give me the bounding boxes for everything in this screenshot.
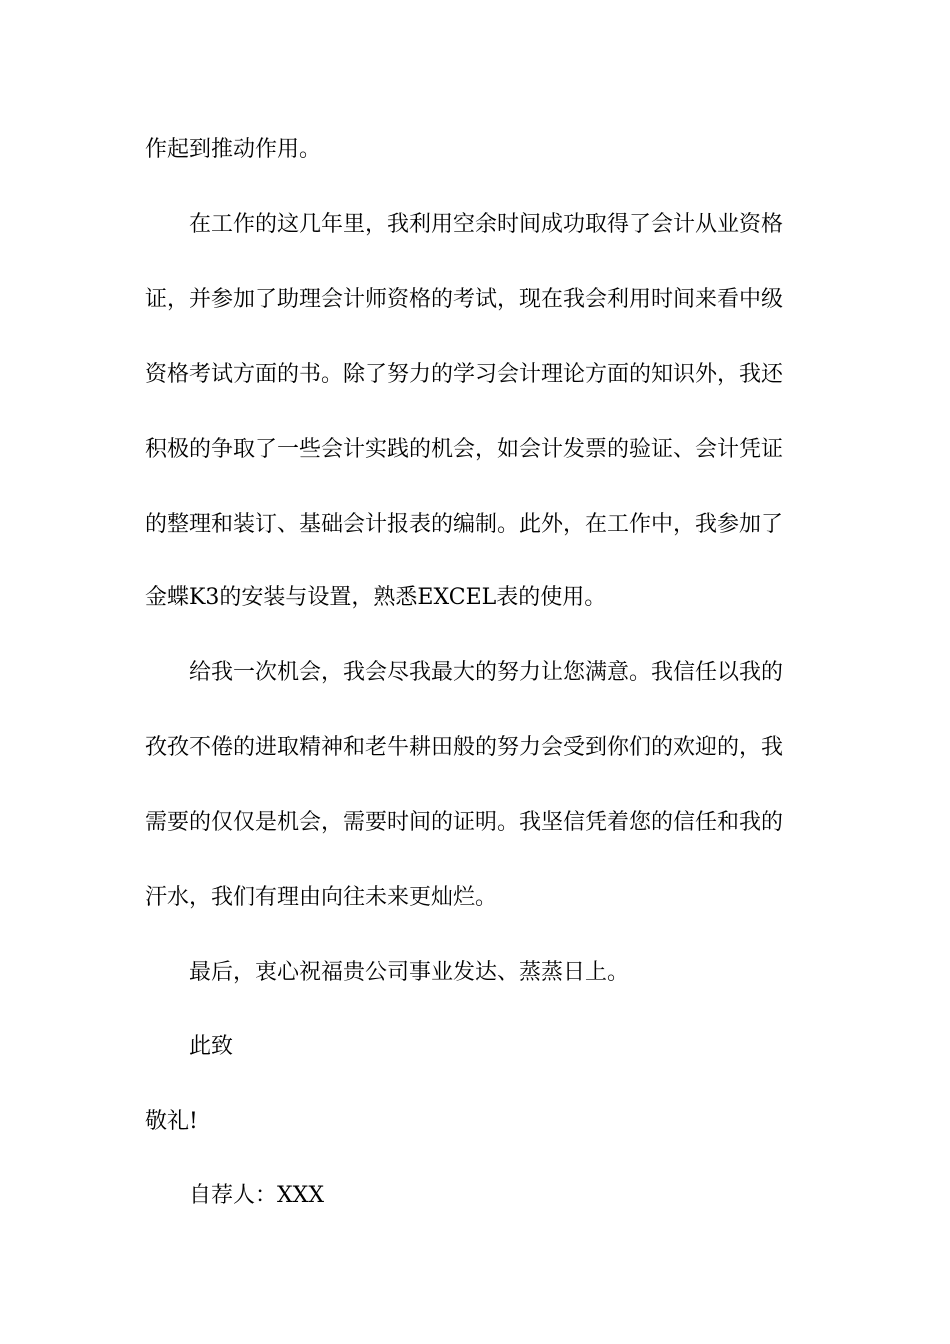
- text-line: 金蝶K3的安装与设置，熟悉EXCEL表的使用。: [145, 585, 607, 610]
- text-line: 的整理和装订、基础会计报表的编制。此外，在工作中，我参加了: [145, 512, 784, 537]
- text-line: 资格考试方面的书。除了努力的学习会计理论方面的知识外，我还: [145, 362, 784, 387]
- salutation-closing: 此致: [189, 1034, 234, 1059]
- signature-line: 自荐人：XXX: [189, 1183, 324, 1208]
- text-line: 积极的争取了一些会计实践的机会，如会计发票的验证、会计凭证: [145, 437, 784, 462]
- text-line: 在工作的这几年里，我利用空余时间成功取得了会计从业资格: [189, 212, 784, 237]
- text-line: 最后，衷心祝福贵公司事业发达、蒸蒸日上。: [189, 960, 630, 985]
- text-line: 汗水，我们有理由向往未来更灿烂。: [145, 885, 498, 910]
- text-line: 需要的仅仅是机会，需要时间的证明。我坚信凭着您的信任和我的: [145, 810, 784, 835]
- text-line: 证，并参加了助理会计师资格的考试，现在我会利用时间来看中级: [145, 287, 784, 312]
- text-line: 给我一次机会，我会尽我最大的努力让您满意。我信任以我的: [189, 660, 784, 685]
- text-line: 孜孜不倦的进取精神和老牛耕田般的努力会受到你们的欢迎的，我: [145, 735, 784, 760]
- salutation-regards: 敬礼!: [145, 1109, 198, 1134]
- text-line: 作起到推动作用。: [145, 137, 322, 162]
